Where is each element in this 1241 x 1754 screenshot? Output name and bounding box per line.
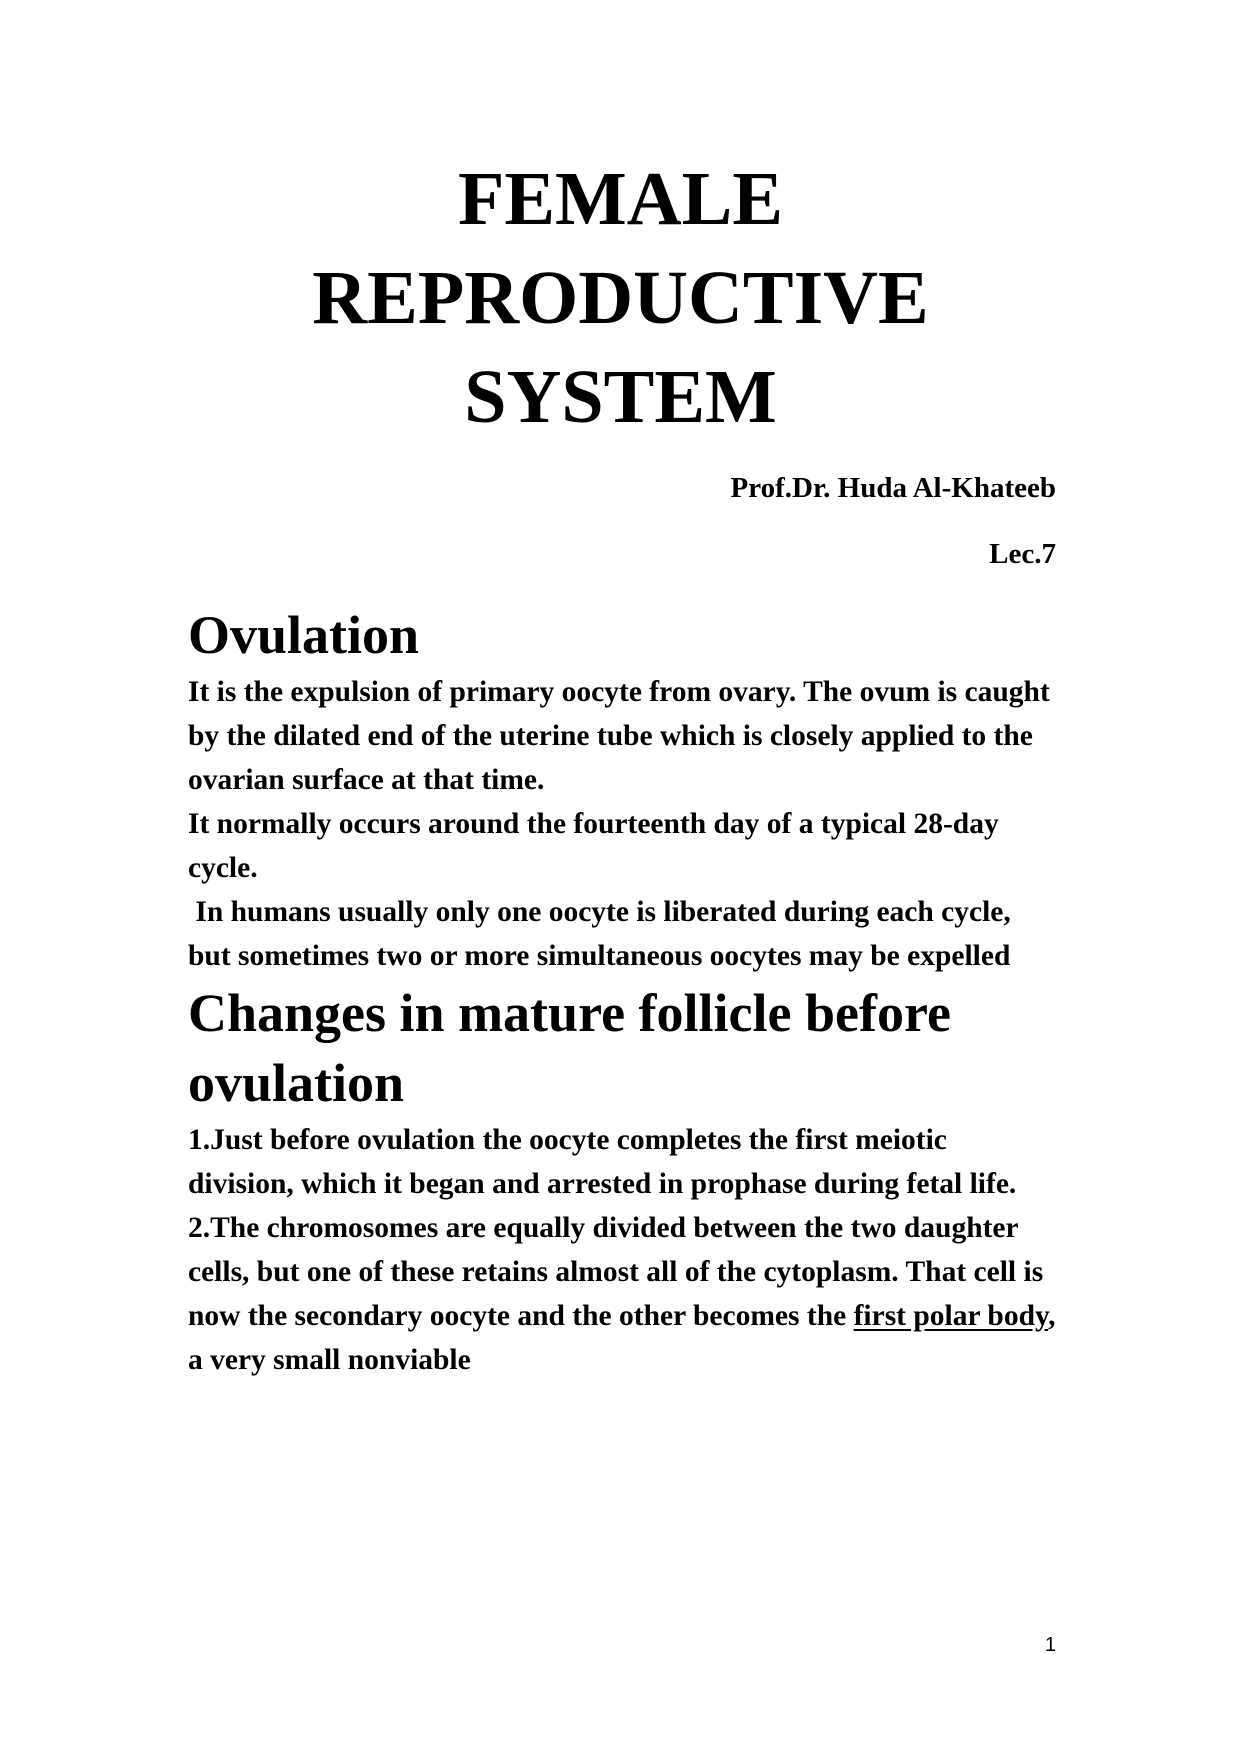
lecture-number: Lec.7 bbox=[989, 538, 1056, 570]
section-heading-ovulation: Ovulation bbox=[188, 605, 420, 665]
document-body bbox=[188, 600, 1058, 1382]
document-title bbox=[0, 150, 1241, 447]
title-line-1: FEMALE bbox=[457, 157, 784, 241]
ovulation-paragraph-1: It is the expulsion of primary oocyte from ovary. The ovum is caught by the dilated end of the uterine tube which is closely applied to the ovarian surface at that time. bbox=[188, 676, 1050, 796]
changes-item-1: 1.Just before ovulation the oocyte completes the first meiotic division, which it began and arrested in prophase during fetal life. bbox=[188, 1124, 1017, 1200]
changes-item-2-text-before: 2.The chromosomes are equally divided between the two daughter cells, but one of these retains almost all of the cytoplasm. That cell is now the secondary oocyte and the other becomes the bbox=[188, 1212, 1044, 1332]
first-polar-body-term: first polar body bbox=[853, 1300, 1049, 1332]
ovulation-paragraph-3: In humans usually only one oocyte is liberated during each cycle, but sometimes two or more simultaneous oocytes may be expelled bbox=[188, 896, 1019, 972]
author-name: Prof.Dr. Huda Al-Khateeb bbox=[730, 472, 1056, 504]
ovulation-paragraph-2: It normally occurs around the fourteenth day of a typical 28-day cycle. bbox=[188, 808, 999, 884]
changes-item-2 bbox=[188, 1206, 1058, 1382]
section-heading-changes: Changes in mature follicle before ovulation bbox=[188, 983, 951, 1113]
title-line-2: REPRODUCTIVE bbox=[312, 256, 929, 340]
page-number: 1 bbox=[1044, 1634, 1056, 1656]
changes-item-2-text-after: , a very small nonviable bbox=[188, 1300, 1056, 1376]
title-line-3: SYSTEM bbox=[464, 355, 777, 439]
